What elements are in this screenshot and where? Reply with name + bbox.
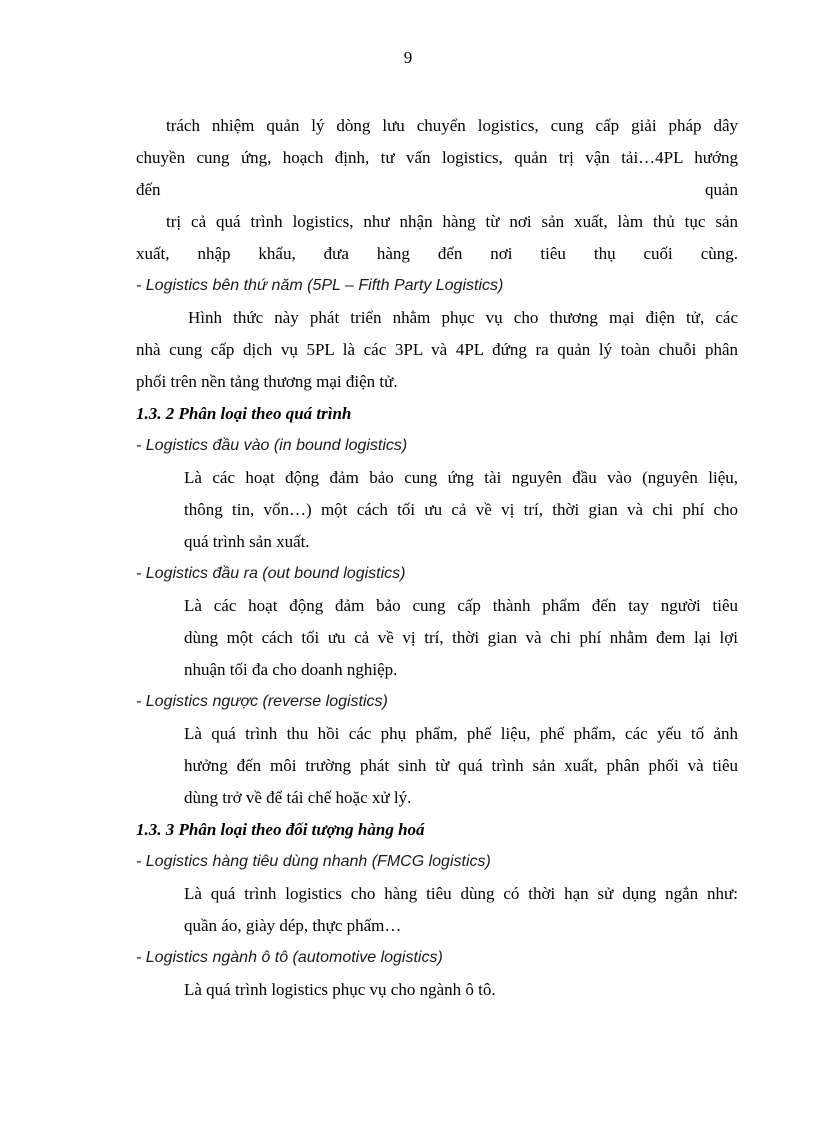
text-line: Là các hoạt động đảm bảo cung cấp thành phẩm đến tay người tiêu — [184, 596, 738, 615]
section-heading-1-3-2: 1.3. 2 Phân loại theo quá trình — [136, 404, 352, 423]
text-line: thông tin, vốn…) một cách tối ưu cả về vị trí, thời gian và chi phí cho — [184, 500, 738, 519]
text-line: Là quá trình logistics phục vụ cho ngành ô tô. — [184, 980, 496, 999]
text-line: trị cả quá trình logistics, như nhận hàng từ nơi sản xuất, làm thủ tục sản — [166, 212, 738, 231]
text-line: Là quá trình logistics cho hàng tiêu dùng có thời hạn sử dụng ngắn như: — [184, 884, 738, 903]
bullet-outbound: - Logistics đầu ra (out bound logistics) — [136, 565, 406, 582]
bullet-automotive: - Logistics ngành ô tô (automotive logistics) — [136, 949, 443, 966]
text-line: nhà cung cấp dịch vụ 5PL là các 3PL và 4PL đứng ra quản lý toàn chuỗi phân — [136, 340, 738, 359]
text-line: quần áo, giày dép, thực phẩm… — [184, 916, 402, 935]
text-fragment: quản — [704, 180, 738, 199]
text-line: phối trên nền tảng thương mại điện tử. — [136, 372, 398, 391]
text-line: Hình thức này phát triển nhằm phục vụ cho thương mại điện tử, các — [188, 308, 738, 327]
bullet-inbound: - Logistics đầu vào (in bound logistics) — [136, 437, 408, 454]
text-line: nhuận tối đa cho doanh nghiệp. — [184, 660, 398, 679]
text-line: quá trình sản xuất. — [184, 532, 310, 551]
page-number: 9 — [403, 48, 413, 67]
text-line: xuất, nhập khẩu, đưa hàng đến nơi tiêu thụ cuối cùng. — [136, 244, 738, 263]
text-line: trách nhiệm quản lý dòng lưu chuyển logistics, cung cấp giải pháp dây — [166, 116, 738, 135]
document-body — [136, 110, 738, 1006]
text-fragment: đến — [136, 180, 161, 199]
text-line: hưởng đến môi trường phát sinh từ quá trình sản xuất, phân phối và tiêu — [184, 756, 738, 775]
text-line: Là các hoạt động đảm bảo cung ứng tài nguyên đầu vào (nguyên liệu, — [184, 468, 738, 487]
text-line: Là quá trình thu hồi các phụ phẩm, phế liệu, phế phẩm, các yếu tố ảnh — [184, 724, 738, 743]
text-line: chuyền cung ứng, hoạch định, tư vấn logistics, quản trị vận tải…4PL hướng — [136, 148, 738, 167]
bullet-fmcg: - Logistics hàng tiêu dùng nhanh (FMCG logistics) — [136, 853, 491, 870]
bullet-5pl: - Logistics bên thứ năm (5PL – Fifth Party Logistics) — [136, 277, 504, 294]
bullet-reverse: - Logistics ngược (reverse logistics) — [136, 693, 388, 710]
text-line: dùng một cách tối ưu cả về vị trí, thời gian và chi phí nhằm đem lại lợi — [184, 628, 738, 647]
section-heading-1-3-3: 1.3. 3 Phân loại theo đối tượng hàng hoá — [136, 820, 425, 839]
text-line: dùng trở về để tái chế hoặc xử lý. — [184, 788, 412, 807]
text-line — [136, 174, 738, 206]
